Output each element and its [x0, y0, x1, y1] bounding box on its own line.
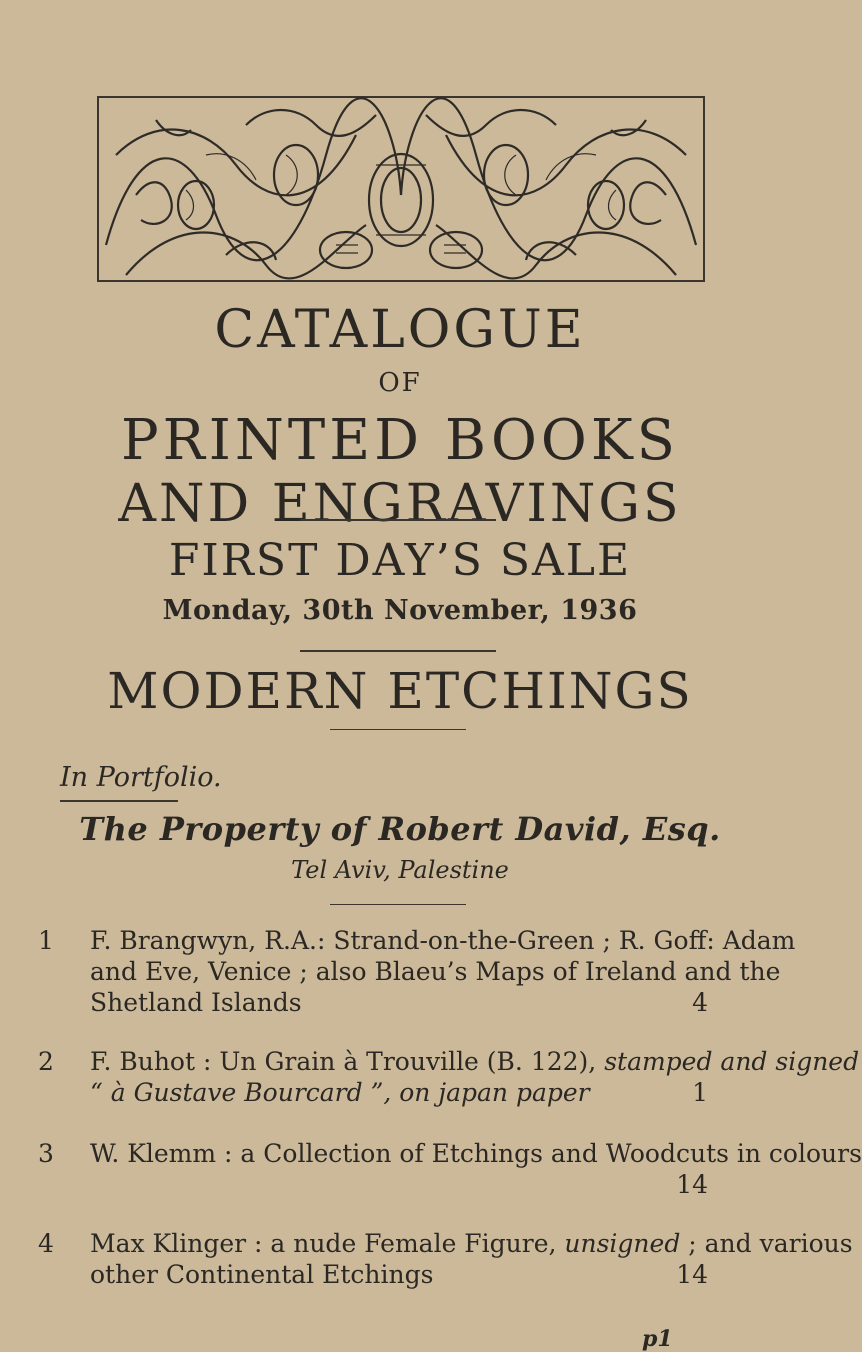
lot-quantity: 1 — [692, 1078, 708, 1107]
lot-description — [90, 1046, 859, 1077]
lot-description: “ à Gustave Bourcard ”, on japan paper — [90, 1078, 590, 1107]
section-subtitle: In Portfolio. — [60, 762, 222, 793]
lot-number: 3 — [38, 1139, 54, 1168]
list-item — [0, 1228, 853, 1292]
lot-number: 4 — [38, 1229, 54, 1258]
lot-number: 2 — [38, 1047, 54, 1076]
engravings-heading: AND ENGRAVINGS — [118, 474, 682, 534]
lot-description: F. Brangwyn, R.A.: Strand-on-the-Green ; R. Goff: Adam — [90, 926, 796, 955]
lot-description: W. Klemm : a Collection of Etchings and Woodcuts in colours — [90, 1139, 862, 1168]
divider-rule — [300, 519, 496, 521]
property-owner: The Property of Robert David, Esq. — [79, 810, 721, 848]
lot-description: and Eve, Venice ; also Blaeu’s Maps of Ireland and the — [90, 957, 781, 986]
lot-description-emphasis: unsigned — [564, 1229, 681, 1258]
divider-rule — [330, 904, 466, 905]
owner-location: Tel Aviv, Palestine — [291, 856, 509, 884]
sale-date: Monday, 30th November, 1936 — [162, 595, 638, 626]
sale-day-heading: FIRST DAY’S SALE — [168, 535, 632, 586]
list-item — [0, 925, 800, 1020]
lot-description-text: Max Klinger : a nude Female Figure, — [90, 1229, 565, 1258]
lot-quantity: 14 — [676, 1170, 708, 1199]
of-heading: OF — [378, 368, 422, 398]
divider-rule — [300, 650, 496, 652]
lot-description: other Continental Etchings — [90, 1260, 434, 1289]
lot-quantity: 14 — [676, 1260, 708, 1289]
ornamental-headpiece-icon — [96, 95, 706, 283]
section-title: MODERN ETCHINGS — [107, 662, 693, 720]
list-item — [0, 1046, 860, 1110]
printed-books-heading: PRINTED BOOKS — [120, 408, 680, 473]
lot-description-text: F. Buhot : Un Grain à Trouville (B. 122), — [90, 1047, 605, 1076]
catalogue-heading: CATALOGUE — [214, 300, 586, 360]
subtitle-underline — [60, 800, 178, 802]
lot-number: 1 — [38, 926, 54, 955]
lot-description-emphasis: stamped and signed — [604, 1047, 860, 1076]
lot-description-text: ; and various — [680, 1229, 853, 1258]
divider-rule — [330, 729, 466, 730]
signature-mark: p1 — [642, 1326, 673, 1352]
lot-description: Shetland Islands — [90, 988, 302, 1017]
list-item — [0, 1138, 862, 1202]
lot-quantity: 4 — [692, 988, 708, 1017]
lot-description — [90, 1228, 853, 1259]
